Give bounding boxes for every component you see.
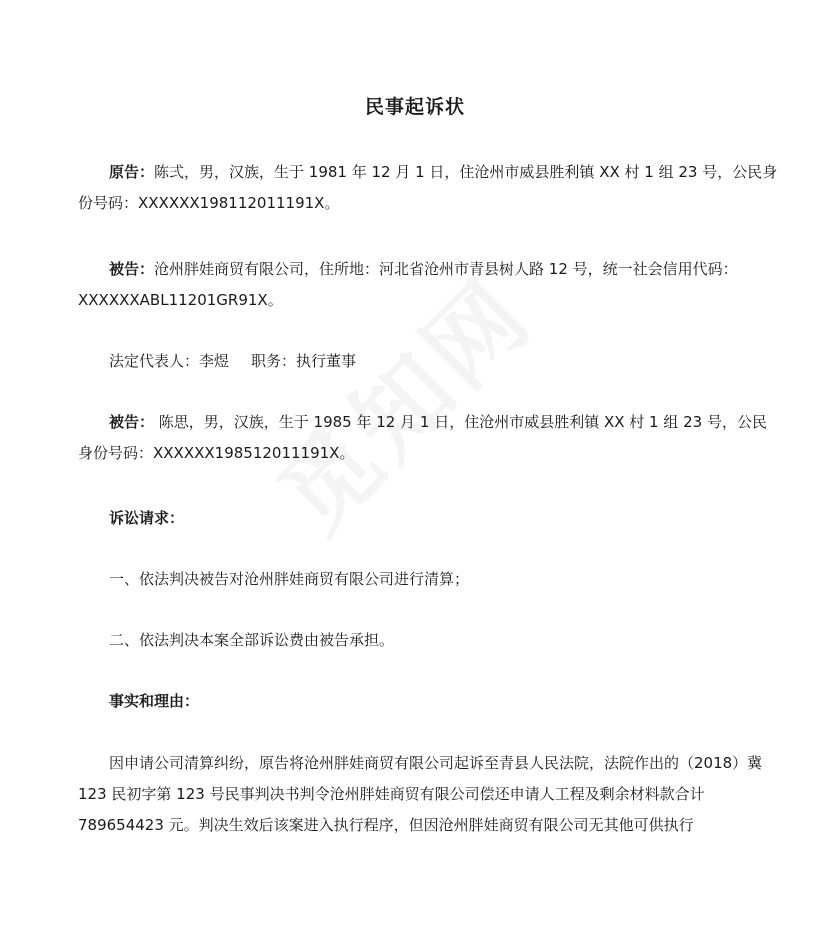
defendant2-text: 陈思，男，汉族，生于 1985 年 12 月 1 日，住沧州市威县胜利镇 XX 村 1 组 23 号，公民身份号码：XXXXXX198512011191X。 — [78, 413, 767, 462]
legal-rep-paragraph — [109, 346, 809, 377]
defendant2-label: 被告： — [109, 413, 155, 431]
legal-rep-position-label: 职务： — [251, 352, 297, 370]
facts-heading: 事实和理由： — [109, 692, 200, 710]
legal-rep-label: 法定代表人： — [109, 352, 200, 370]
defendant1-text: 沧州胖娃商贸有限公司，住所地：河北省沧州市青县树人路 12 号，统一社会信用代码：XXXXXXABL11201GR91X。 — [78, 260, 738, 309]
claims-heading: 诉讼请求： — [109, 509, 185, 527]
legal-rep-name: 李煜 — [199, 352, 230, 370]
claim-item: 一、依法判决被告对沧州胖娃商贸有限公司进行清算； — [109, 570, 470, 588]
claim-item: 二、依法判决本案全部诉讼费由被告承担。 — [109, 631, 395, 649]
defendant1-label: 被告： — [109, 260, 155, 278]
plaintiff-paragraph — [78, 157, 778, 219]
legal-rep-position: 执行董事 — [296, 352, 357, 370]
defendant1-paragraph — [78, 254, 778, 316]
plaintiff-label: 原告： — [109, 163, 155, 181]
facts-paragraph: 因申请公司清算纠纷，原告将沧州胖娃商贸有限公司起诉至青县人民法院，法院作出的（2018）冀 123 民初字第 123 号民事判决书判令沧州胖娃商贸有限公司偿还申请人工程及剩余材料款合计 789654423 元。判决生效后该案进入执行程序，但因沧州胖娃商贸有限公司无其他可供执行 — [78, 754, 763, 834]
defendant2-paragraph — [78, 407, 778, 469]
document-title: 民事起诉状 — [364, 96, 465, 118]
plaintiff-text: 陈弍，男，汉族，生于 1981 年 12 月 1 日，住沧州市威县胜利镇 XX 村 1 组 23 号，公民身份号码：XXXXXX198112011191X。 — [78, 163, 778, 212]
